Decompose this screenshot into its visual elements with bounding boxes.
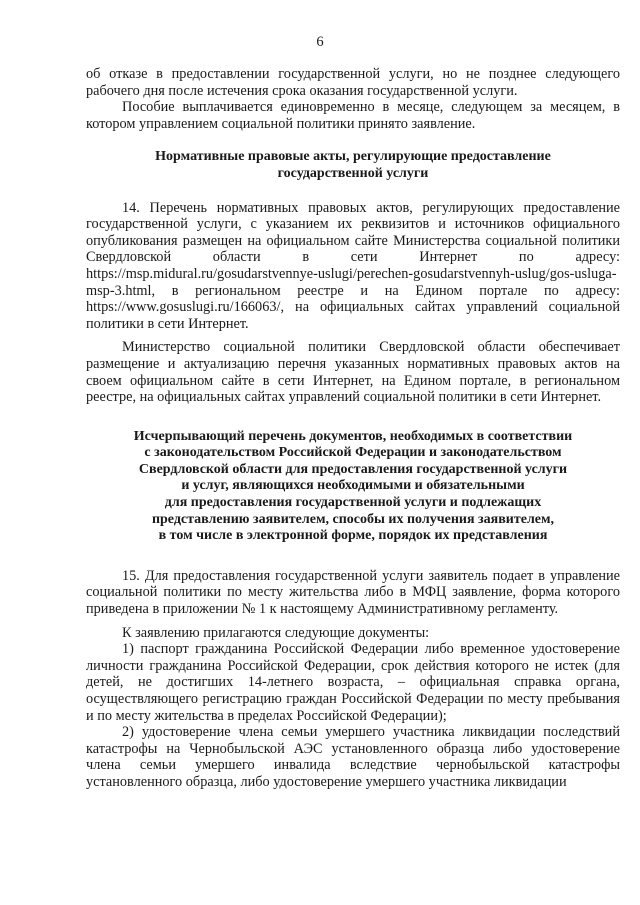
heading-line: и услуг, являющихся необходимыми и обязательными: [181, 478, 525, 494]
paragraph-14-legal-acts-list: 14. Перечень нормативных правовых актов, регулирующих предоставление государственной услуги, с указанием их реквизитов и источников официального опубликования размещен на официальном сайте Министерства социальной политики Свердловской области в сети Интернет по адресу: https://msp.midural.ru/gosudarstvennye-uslugi/perechen-gosudarstvennyh-uslug/gos-usluga-msp-3.html, в региональном реестре и на Едином портале по адресу: https://www.gosuslugi.ru/166063/, на официальных сайтах управлений социальной политики в сети Интернет.: [86, 199, 620, 332]
paragraph-attached-documents: К заявлению прилагаются следующие документы:: [122, 624, 430, 641]
heading-line: в том числе в электронной форме, порядок их представления: [158, 528, 548, 544]
heading-line: представлению заявителем, способы их получения заявителем,: [151, 511, 555, 527]
heading-legal-acts: [86, 149, 620, 182]
heading-line: государственной услуги: [277, 165, 429, 181]
heading-line: для предоставления государственной услуги и подлежащих: [164, 495, 542, 511]
paragraph-ministry-publication: Министерство социальной политики Свердловской области обеспечивает размещение и актуализацию перечня указанных нормативных правовых актов на своем официальном сайте в сети Интернет, на Едином портале, в региональном реестре, на официальных сайтах управлений социальной политики в сети Интернет.: [86, 339, 620, 406]
heading-line: Нормативные правовые акты, регулирующие предоставление: [155, 149, 551, 165]
paragraph-refusal-deadline: об отказе в предоставлении государственной услуги, но не позднее следующего рабочего дня после истечения срока оказания государственной услуги.: [86, 66, 620, 99]
list-item-chernobyl-certificate: 2) удостоверение члена семьи умершего участника ликвидации последствий катастрофы на Чернобыльской АЭС установленного образца либо удостоверение члена семьи умершего инвалида вследствие чернобыльской катастрофы установленного образца, либо удостоверение умершего участника ликвидации: [86, 724, 620, 790]
heading-line: Свердловской области для предоставления государственной услуги: [138, 461, 568, 477]
heading-line: Исчерпывающий перечень документов, необходимых в соответствии: [133, 428, 573, 444]
list-item-passport: 1) паспорт гражданина Российской Федерации либо временное удостоверение личности гражданина Российской Федерации, срок действия которого не истек (для детей, не достигших 14-летнего возраста, – официальная справка органа, осуществляющего регистрацию граждан Российской Федерации по месту пребывания и по месту жительства в пределах Российской Федерации);: [86, 641, 620, 724]
paragraph-15-application: 15. Для предоставления государственной услуги заявитель подает в управление социальной политики по месту жительства либо в МФЦ заявление, форма которого приведена в приложении № 1 к настоящему Административному регламенту.: [86, 567, 620, 618]
paragraph-benefit-payment: Пособие выплачивается единовременно в месяце, следующем за месяцем, в котором управлением социальной политики принято заявление.: [86, 99, 620, 132]
heading-documents-list: [86, 429, 620, 545]
page-number: 6: [316, 34, 324, 50]
document-body: [86, 66, 620, 791]
heading-line: с законодательством Российской Федерации и законодательством: [144, 445, 562, 461]
